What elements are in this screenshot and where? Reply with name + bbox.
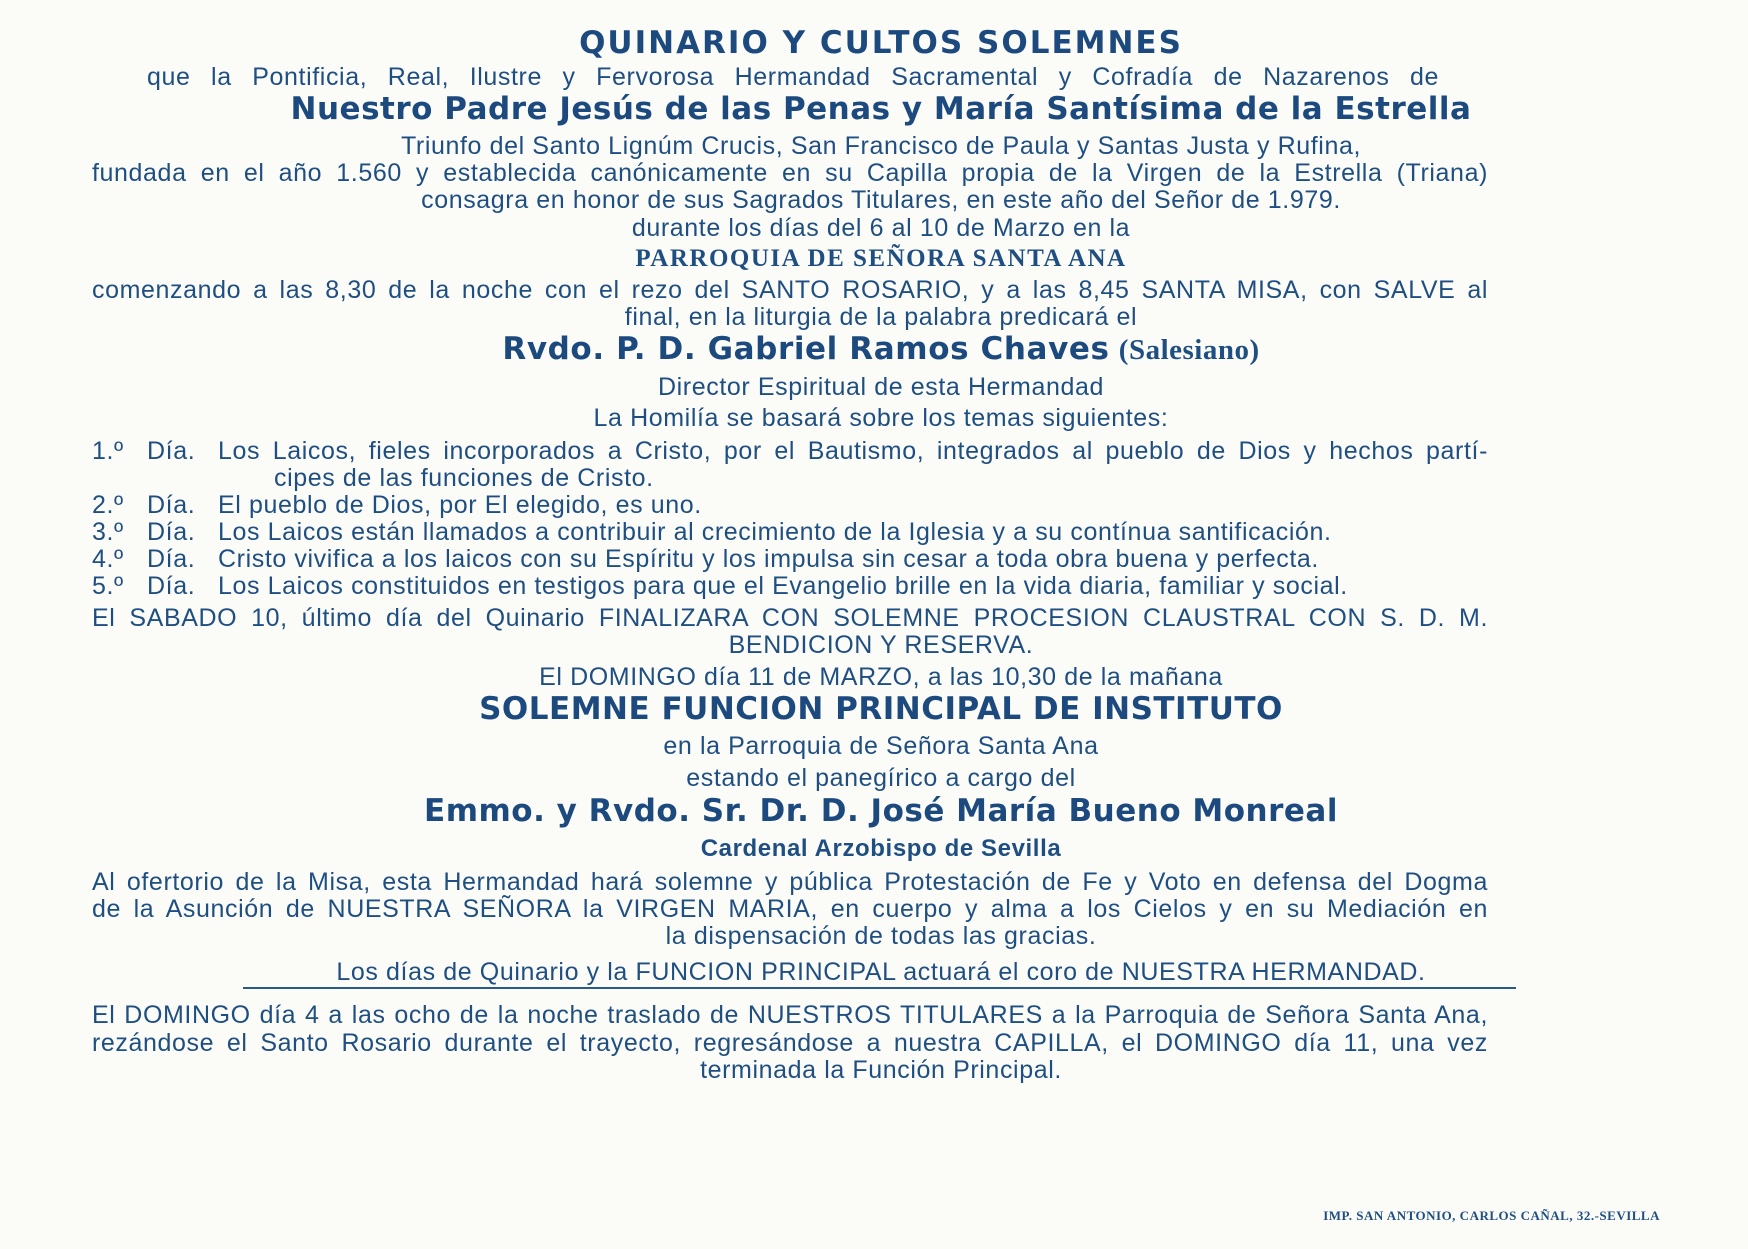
choir-underline — [243, 987, 1516, 989]
day-label: Día. — [147, 545, 196, 573]
panegyric-line: estando el panegírico a cargo del — [686, 764, 1076, 792]
day-number: 1.º — [92, 437, 124, 465]
saturday-line-2: BENDICION Y RESERVA. — [728, 631, 1034, 659]
cardinal-name: Emmo. y Rvdo. Sr. Dr. D. José María Bueno Monreal — [424, 793, 1338, 829]
patrons-line: Triunfo del Santo Lignúm Crucis, San Francisco de Paula y Santas Justa y Rufina, — [400, 132, 1362, 160]
function-place: en la Parroquia de Señora Santa Ana — [663, 732, 1099, 760]
choir-note: Los días de Quinario y la FUNCION PRINCIPAL actuará el coro de NUESTRA HERMANDAD. — [336, 958, 1426, 986]
consecrates-line: consagra en honor de sus Sagrados Titulares, en este año del Señor de 1.979. — [421, 186, 1341, 214]
saturday-line-1: El SABADO 10, último día del Quinario FINALIZARA CON SOLEMNE PROCESION CLAUSTRAL CON S. D. M. — [92, 604, 1488, 632]
day-theme-continued: cipes de las funciones de Cristo. — [274, 464, 654, 492]
day-number: 4.º — [92, 545, 124, 573]
day-label: Día. — [147, 437, 196, 465]
schedule-line-2: final, en la liturgia de la palabra predicará el — [624, 303, 1138, 331]
preacher-name: Rvdo. P. D. Gabriel Ramos Chaves — [502, 331, 1110, 367]
day-theme: Los Laicos están llamados a contribuir al crecimiento de la Iglesia y a su contínua santificación. — [218, 518, 1332, 546]
day-number: 3.º — [92, 518, 124, 546]
day-number: 5.º — [92, 572, 124, 600]
day-number: 2.º — [92, 491, 124, 519]
intro-line: que la Pontificia, Real, Ilustre y Fervorosa Hermandad Sacramental y Cofradía de Nazarenos de — [147, 63, 1439, 91]
day-theme: Los Laicos constituidos en testigos para que el Evangelio brille en la vida diaria, familiar y social. — [218, 572, 1348, 600]
day-theme: El pueblo de Dios, por El elegido, es uno. — [218, 491, 702, 519]
sunday-intro: El DOMINGO día 11 de MARZO, a las 10,30 de la mañana — [539, 663, 1223, 691]
parish-name: PARROQUIA DE SEÑORA SANTA ANA — [635, 245, 1127, 272]
cardinal-title: Cardenal Arzobispo de Sevilla — [700, 835, 1062, 862]
transfer-line-2: rezándose el Santo Rosario durante el trayecto, regresándose a nuestra CAPILLA, el DOMINGO día 11, una vez — [92, 1029, 1488, 1057]
preacher-order: (Salesiano) — [1118, 334, 1260, 366]
day-label: Día. — [147, 518, 196, 546]
function-title: SOLEMNE FUNCION PRINCIPAL DE INSTITUTO — [479, 691, 1283, 727]
day-label: Día. — [147, 572, 196, 600]
day-theme: Los Laicos, fieles incorporados a Cristo, por el Bautismo, integrados al pueblo de Dios y hechos partí- — [218, 437, 1488, 465]
preacher-heading — [100, 331, 1662, 367]
offertory-line-2: de la Asunción de NUESTRA SEÑORA la VIRGEN MARIA, en cuerpo y alma a los Cielos y en su Mediación en — [92, 895, 1488, 923]
homily-intro: La Homilía se basará sobre los temas siguientes: — [593, 404, 1169, 432]
transfer-line-3: terminada la Función Principal. — [700, 1056, 1062, 1084]
hermandad-name: Nuestro Padre Jesús de las Penas y María Santísima de la Estrella — [290, 91, 1472, 127]
document-title: QUINARIO Y CULTOS SOLEMNES — [579, 25, 1183, 61]
dates-line: durante los días del 6 al 10 de Marzo en la — [631, 214, 1131, 242]
day-label: Día. — [147, 491, 196, 519]
founded-line: fundada en el año 1.560 y establecida canónicamente en su Capilla propia de la Virgen de la Estrella (Triana) — [92, 159, 1488, 187]
offertory-line-3: la dispensación de todas las gracias. — [665, 922, 1097, 950]
day-theme: Cristo vivifica a los laicos con su Espíritu y los impulsa sin cesar a toda obra buena y perfecta. — [218, 545, 1319, 573]
preacher-role: Director Espiritual de esta Hermandad — [657, 373, 1104, 401]
printer-imprint: IMP. SAN ANTONIO, CARLOS CAÑAL, 32.-SEVILLA — [1323, 1208, 1660, 1223]
offertory-line-1: Al ofertorio de la Misa, esta Hermandad hará solemne y pública Protestación de Fe y Voto en defensa del Dogma — [92, 868, 1488, 896]
schedule-line-1: comenzando a las 8,30 de la noche con el rezo del SANTO ROSARIO, y a las 8,45 SANTA MISA, con SALVE al — [92, 276, 1488, 304]
transfer-line-1: El DOMINGO día 4 a las ocho de la noche traslado de NUESTROS TITULARES a la Parroquia de Señora Santa Ana, — [92, 1001, 1488, 1029]
